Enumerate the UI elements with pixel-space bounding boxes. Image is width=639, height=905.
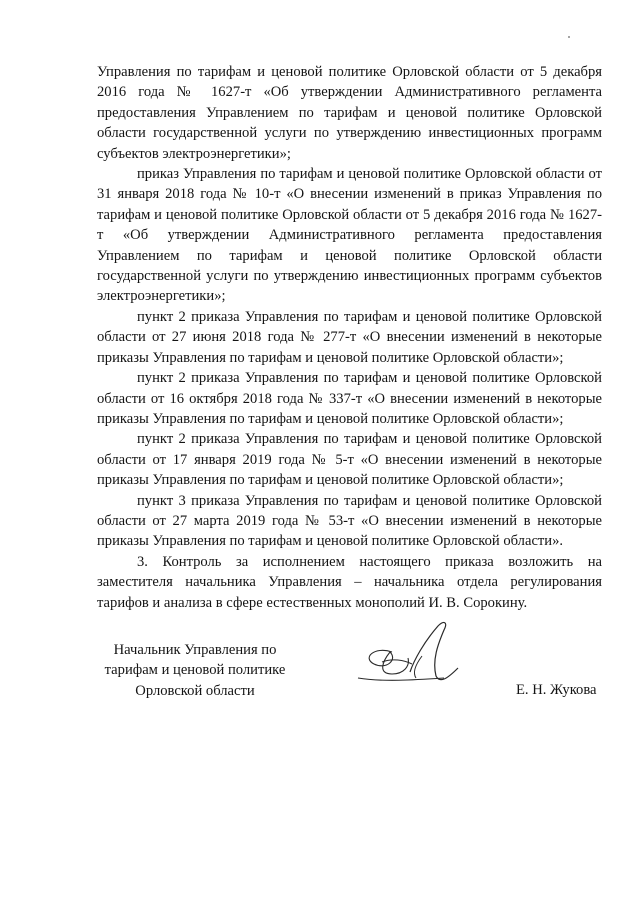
scan-speck: [568, 36, 570, 38]
paragraph-order-53t: пункт 3 приказа Управления по тарифам и ценовой политике Орловской области от 27 марта 2019 года № 53-т «О внесении изменений в некоторые приказы Управления по тарифам и ценовой политике Орловской области».: [97, 492, 602, 550]
paragraph-order-277t: пункт 2 приказа Управления по тарифам и ценовой политике Орловской области от 27 июня 2018 года № 277-т «О внесении изменений в некоторые приказы Управления по тарифам и ценовой политике Орловской области»;: [97, 308, 602, 366]
position-line-2: тарифам и ценовой политике: [104, 662, 286, 679]
signer-name: Е. Н. Жукова: [516, 682, 597, 698]
paragraph-order-5t: пункт 2 приказа Управления по тарифам и ценовой политике Орловской области от 17 января 2019 года № 5-т «О внесении изменений в некоторые приказы Управления по тарифам и ценовой политике Орловской области»;: [97, 431, 602, 489]
signatory-position: [90, 640, 300, 701]
position-line-3: Орловской области: [135, 682, 255, 699]
paragraph-order-337t: пункт 2 приказа Управления по тарифам и ценовой политике Орловской области от 16 октября 2018 года № 337-т «О внесении изменений в некоторые приказы Управления по тарифам и ценовой политике Орловской области»;: [97, 370, 602, 427]
paragraph-control-clause: 3. Контроль за исполнением настоящего приказа возложить на заместителя начальника Управления – начальника отдела регулирования тарифов и анализа в сфере естественных монополий И. В. Сорокину.: [97, 553, 602, 611]
handwritten-signature: [352, 612, 472, 698]
position-line-1: Начальник Управления по: [113, 642, 277, 658]
document-body: [97, 62, 602, 613]
paragraph-continuation: Управления по тарифам и ценовой политике Орловской области от 5 декабря 2016 года № 1627-т «Об утверждении Административного регламента предоставления Управлением по тарифам и ценовой политике Орловской области государственной услуги по утверждению инвестиционных программ субъектов электроэнергетики»;: [97, 64, 602, 162]
paragraph-order-10t: приказ Управления по тарифам и ценовой политике Орловской области от 31 января 2018 года № 10-т «О внесении изменений в приказ Управления по тарифам и ценовой политике Орловской области от 5 декабря 2016 года № 1627-т «Об утверждении Административного регламента предоставления Управлением по тарифам и ценовой политике Орловской области государственной услуги по утверждению инвестиционных программ субъектов электроэнергетики»;: [97, 166, 602, 305]
